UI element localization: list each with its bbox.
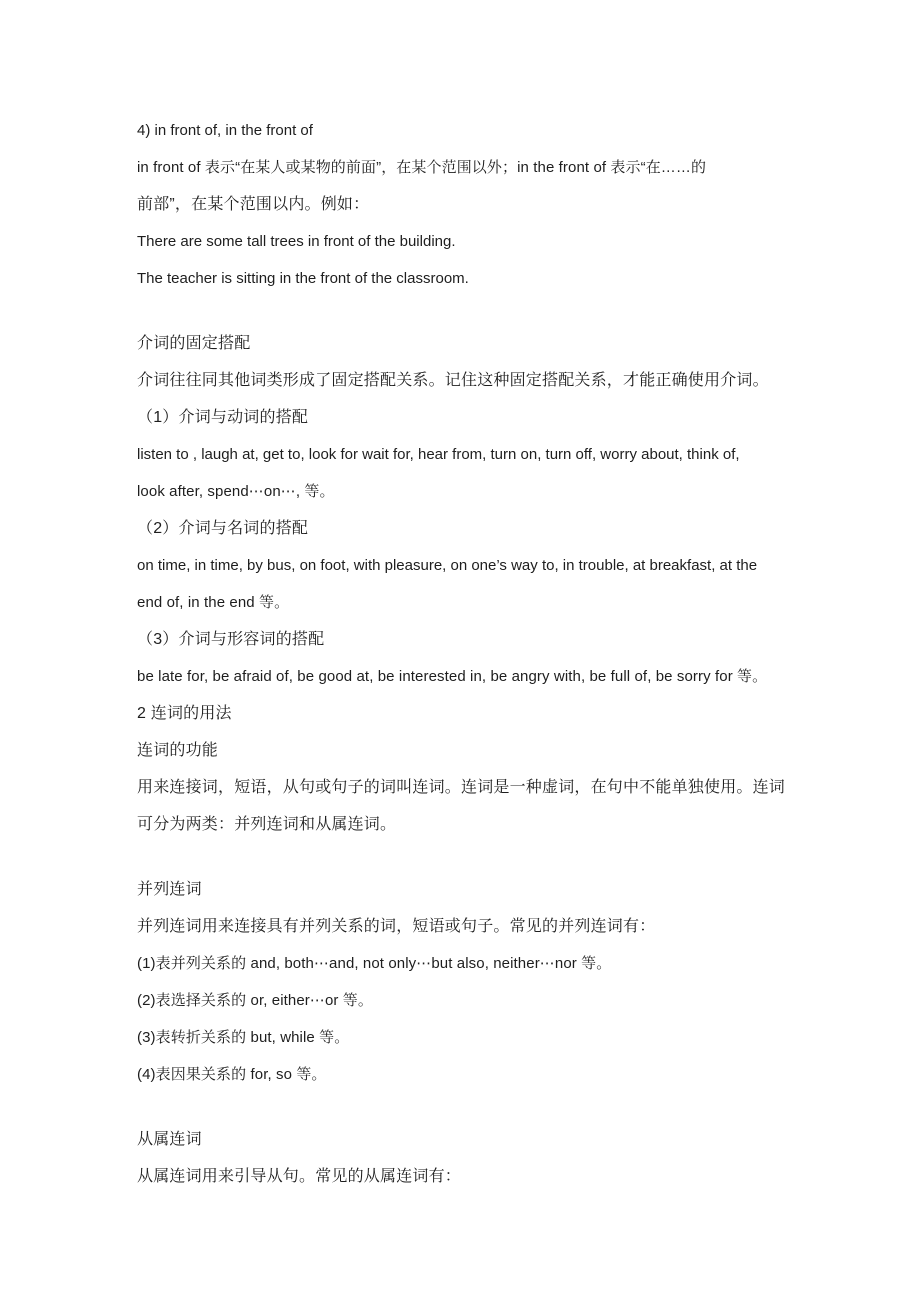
blank-line bbox=[137, 297, 837, 325]
text-line: 用来连接词，短语，从句或句子的词叫连词。连词是一种虚词，在句中不能单独使用。连词 bbox=[137, 779, 786, 796]
text-line: 前部”，在某个范围以内。例如： bbox=[137, 196, 370, 213]
text-line: 2 连词的用法 bbox=[137, 705, 232, 722]
text-line: (1)表并列关系的 and, both⋯and, not only⋯but also, neither⋯nor 等。 bbox=[137, 955, 612, 972]
text-line: be late for, be afraid of, be good at, be interested in, be angry with, be full of, be sorry for 等。 bbox=[137, 668, 768, 685]
text-line: (4)表因果关系的 for, so 等。 bbox=[137, 1066, 327, 1083]
text-line: 介词往往同其他词类形成了固定搭配关系。记住这种固定搭配关系，才能正确使用介词。 bbox=[137, 372, 769, 389]
text-line: （2）介词与名词的搭配 bbox=[137, 520, 309, 537]
text-line: 连词的功能 bbox=[137, 742, 219, 759]
text-line: （1）介词与动词的搭配 bbox=[137, 409, 309, 426]
text-line: 并列连词用来连接具有并列关系的词，短语或句子。常见的并列连词有： bbox=[137, 918, 656, 935]
text-line: （3）介词与形容词的搭配 bbox=[137, 631, 325, 648]
text-line: 4) in front of, in the front of bbox=[137, 122, 313, 139]
text-line: (2)表选择关系的 or, either⋯or 等。 bbox=[137, 992, 373, 1009]
text-line: look after, spend⋯on⋯, 等。 bbox=[137, 483, 335, 500]
text-line: 从属连词用来引导从句。常见的从属连词有： bbox=[137, 1168, 462, 1185]
text-line: 并列连词 bbox=[137, 881, 202, 898]
text-line: in front of 表示“在某人或某物的前面”，在某个范围以外；in the front of 表示“在……的 bbox=[137, 159, 707, 176]
text-line: on time, in time, by bus, on foot, with pleasure, on one’s way to, in trouble, at breakfast, at the bbox=[137, 557, 758, 574]
text-line: The teacher is sitting in the front of the classroom. bbox=[137, 270, 469, 287]
blank-line bbox=[137, 843, 837, 871]
text-line: listen to , laugh at, get to, look for wait for, hear from, turn on, turn off, worry about, think of, bbox=[137, 446, 740, 463]
text-line: (3)表转折关系的 but, while 等。 bbox=[137, 1029, 350, 1046]
text-line: end of, in the end 等。 bbox=[137, 594, 290, 611]
document-body bbox=[137, 112, 837, 1195]
text-line: 介词的固定搭配 bbox=[137, 335, 251, 352]
blank-line bbox=[137, 1093, 837, 1121]
text-line: 可分为两类：并列连词和从属连词。 bbox=[137, 816, 397, 833]
text-line: There are some tall trees in front of the building. bbox=[137, 233, 456, 250]
text-line: 从属连词 bbox=[137, 1131, 202, 1148]
